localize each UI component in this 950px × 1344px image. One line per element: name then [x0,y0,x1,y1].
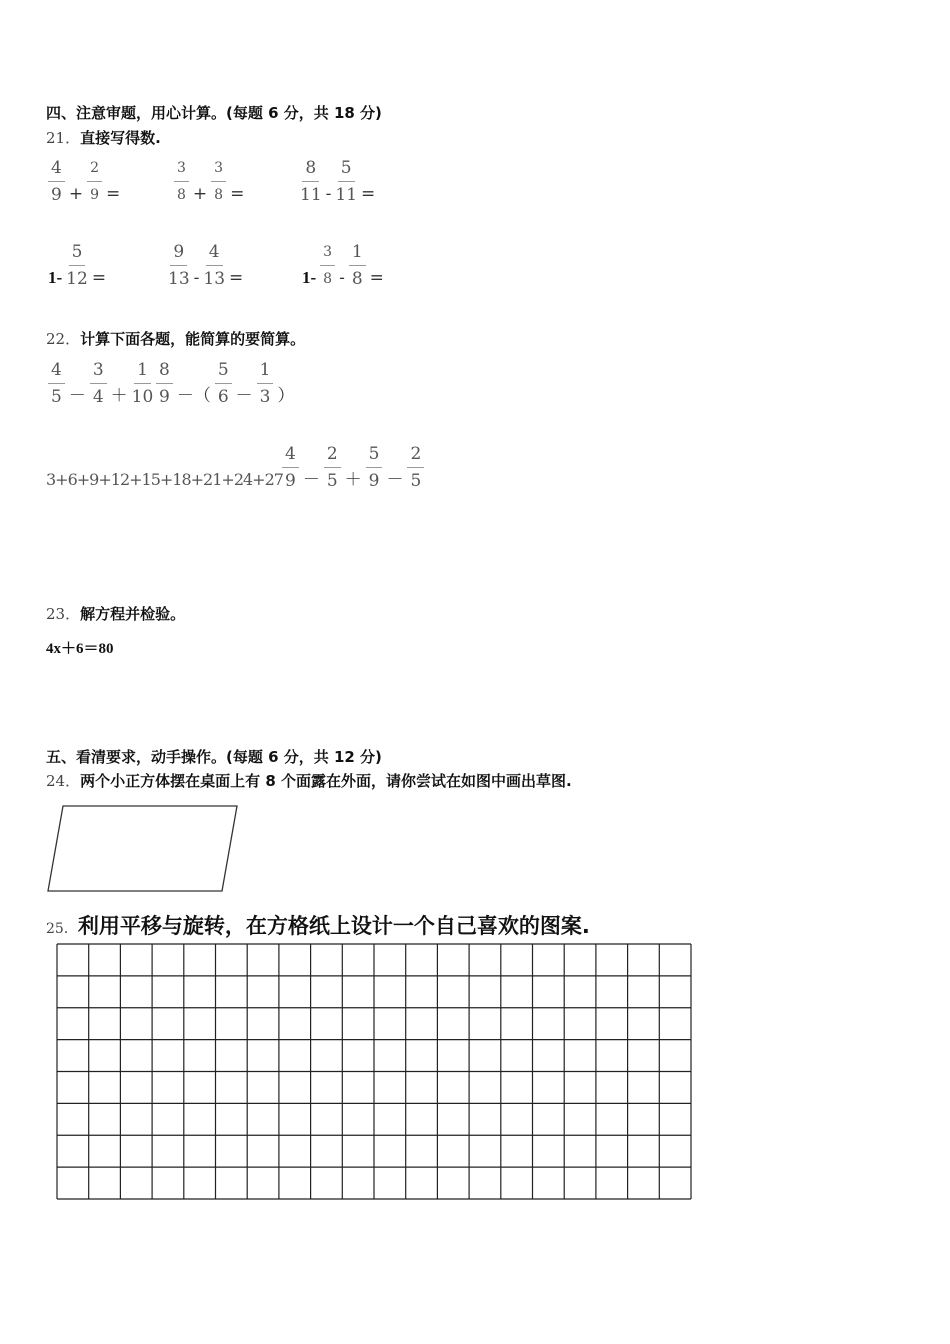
operator: － [68,386,86,406]
denominator: 11 [300,185,322,205]
denominator: 8 [214,187,224,203]
denominator: 9 [90,187,99,203]
numerator: 3 [320,242,335,266]
denominator: 10 [131,387,154,407]
operator: = [369,268,384,288]
denominator: 9 [285,471,296,491]
operator: － [302,470,320,490]
operator: ＋ [110,386,128,406]
denominator: 12 [66,269,88,289]
numerator: 4 [48,360,65,384]
denominator: 9 [368,471,380,491]
numerator: 3 [174,158,189,182]
operator: + [68,184,84,204]
denominator: 8 [177,187,186,203]
numerator: 4 [282,444,299,468]
numerator: 8 [156,360,173,384]
question-text: 两个小正方体摆在桌面上有 8 个面露在外面，请你尝试在如图中画出草图. [80,772,572,790]
denominator: 3 [259,387,271,407]
parallelogram-drawing-area[interactable] [48,806,237,891]
operator: = [229,268,244,288]
numerator: 4 [48,158,65,182]
denominator: 13 [203,269,226,289]
denominator: 9 [51,185,62,205]
question-number: 21． [46,129,81,147]
q23-equation: 4x＋6＝80 [46,641,114,657]
operator: = [361,184,376,204]
numerator: 9 [170,242,187,266]
numerator: 3 [90,360,107,384]
denominator: 5 [410,471,422,491]
question-text: 解方程并检验。 [80,605,186,623]
question-number: 22． [46,330,81,348]
denominator: 5 [51,387,62,407]
denominator: 8 [323,271,333,287]
operator: - [193,268,200,288]
denominator: 5 [326,471,338,491]
operator: ＋ [344,470,362,490]
q22-sum-expression: 3+6+9+12+15+18+21+24+27 [46,470,283,489]
question-number: 25． [46,921,78,937]
operator: = [91,268,107,288]
numerator: 8 [302,158,319,182]
question-text: 计算下面各题，能简算的要简算。 [80,330,306,348]
numerator: 1 [257,360,274,384]
numerator: 5 [366,444,383,468]
question-text: 利用平移与旋转，在方格纸上设计一个自己喜欢的图案. [77,914,590,938]
denominator: 4 [92,387,104,407]
operator: - [339,268,345,288]
section-5-title: 五、看清要求，动手操作。(每题 6 分，共 12 分) [46,748,382,766]
operator: + [192,184,208,204]
numerator: 5 [338,158,355,182]
operator: = [106,184,121,204]
question-number: 23． [46,605,81,623]
denominator: 9 [159,387,170,407]
numerator: 1 [349,242,366,266]
denominator: 8 [351,269,363,289]
numerator: 5 [215,360,232,384]
square-grid-paper[interactable] [57,944,691,1199]
section-4-title: 四、注意审题，用心计算。(每题 6 分，共 18 分) [46,104,382,122]
numerator: 2 [87,158,102,182]
numerator: 2 [324,444,341,468]
operator: －（ [176,386,211,406]
operator: 1- [48,268,63,287]
operator: - [325,184,332,204]
numerator: 1 [134,360,151,384]
numerator: 2 [407,444,424,468]
operator: = [230,184,245,204]
question-number: 24． [46,772,81,790]
operator: 1- [302,268,317,287]
denominator: 6 [217,387,229,407]
operator: － [235,386,253,406]
denominator: 13 [168,269,190,289]
operator: － [386,470,404,490]
numerator: 3 [211,158,226,182]
numerator: 4 [206,242,223,266]
operator: ） [277,386,295,406]
question-text: 直接写得数. [80,129,161,147]
numerator: 5 [69,242,86,266]
denominator: 11 [335,185,358,205]
